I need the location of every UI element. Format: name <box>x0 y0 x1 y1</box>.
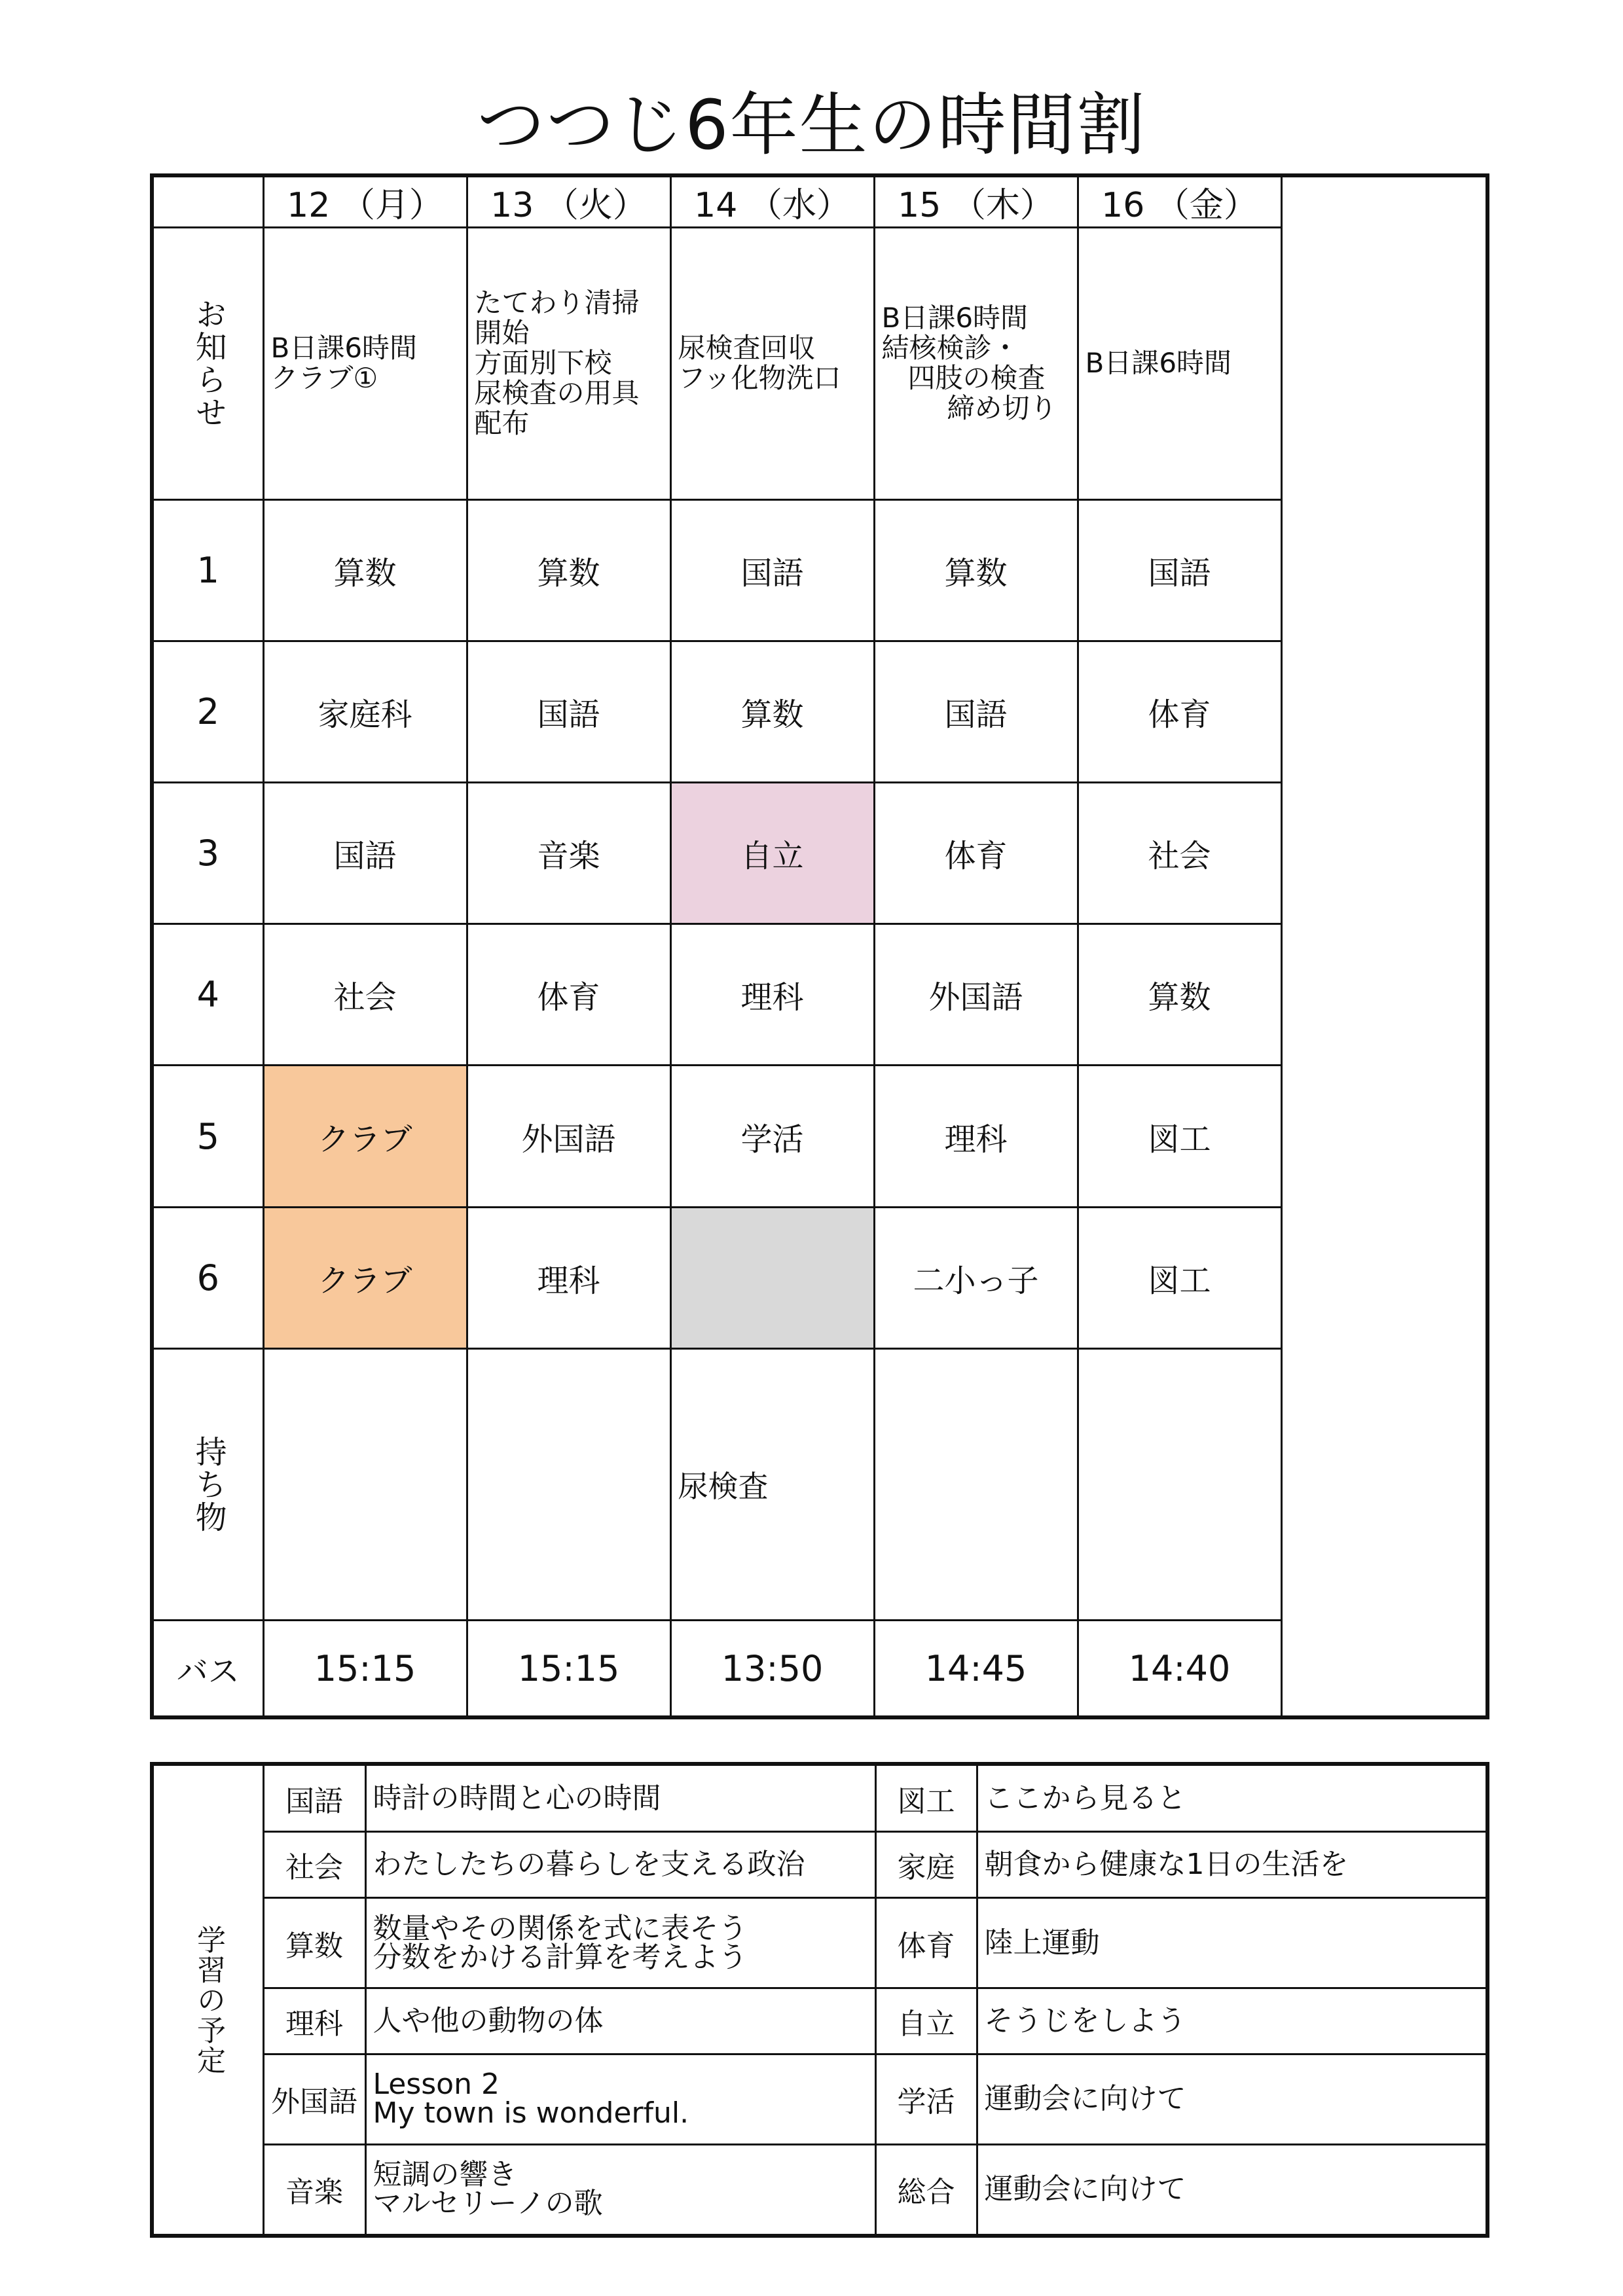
class-cell: 社会 <box>1078 782 1281 924</box>
plan-topic: 陸上運動 <box>977 1898 1487 1988</box>
items-cell <box>263 1348 467 1620</box>
notice-cell: B日課6時間 <box>1078 228 1281 499</box>
plan-row <box>152 1898 1487 1988</box>
plan-subject: 社会 <box>263 1832 365 1898</box>
notice-cell: 尿検査回収 フッ化物洗口 <box>670 228 874 499</box>
bus-time: 14:45 <box>874 1621 1078 1717</box>
page-title: つつじ6年生の時間割 <box>477 85 1146 165</box>
class-cell: 理科 <box>874 1066 1078 1207</box>
class-cell: 算数 <box>263 499 467 641</box>
bus-time: 13:50 <box>670 1621 874 1717</box>
notice-label: お知らせ <box>152 228 263 499</box>
plan-topic: 数量やその関係を式に表そう 分数をかける計算を考えよう <box>365 1898 875 1988</box>
period-number: 4 <box>152 924 263 1066</box>
day-header: 12 （月） <box>263 175 467 228</box>
class-cell-club: クラブ <box>263 1066 467 1207</box>
items-cell: 尿検査 <box>670 1348 874 1620</box>
corner-cell <box>152 175 263 228</box>
bus-time: 14:40 <box>1078 1621 1281 1717</box>
day-header: 13 （火） <box>467 175 670 228</box>
plan-topic: 人や他の動物の体 <box>365 1988 875 2054</box>
class-cell: 国語 <box>263 782 467 924</box>
bus-time: 15:15 <box>263 1621 467 1717</box>
plan-subject: 家庭 <box>875 1832 977 1898</box>
plan-subject: 音楽 <box>263 2144 365 2236</box>
items-cell <box>874 1348 1078 1620</box>
class-cell: 二小っ子 <box>874 1207 1078 1348</box>
class-cell: 体育 <box>1078 641 1281 782</box>
class-cell-empty <box>670 1207 874 1348</box>
class-cell: 体育 <box>874 782 1078 924</box>
day-header: 14 （水） <box>670 175 874 228</box>
class-cell: 外国語 <box>874 924 1078 1066</box>
period-number: 2 <box>152 641 263 782</box>
class-cell: 理科 <box>670 924 874 1066</box>
period-number: 5 <box>152 1066 263 1207</box>
plan-subject: 外国語 <box>263 2054 365 2145</box>
plan-topic: わたしたちの暮らしを支える政治 <box>365 1832 875 1898</box>
items-cell <box>1078 1348 1281 1620</box>
plan-subject: 国語 <box>263 1764 365 1832</box>
class-cell-club: クラブ <box>263 1207 467 1348</box>
class-cell: 算数 <box>1078 924 1281 1066</box>
plan-topic: 運動会に向けて <box>977 2144 1487 2236</box>
plan-row <box>152 2144 1487 2236</box>
class-cell: 理科 <box>467 1207 670 1348</box>
plan-topic: 朝食から健康な1日の生活を <box>977 1832 1487 1898</box>
day-header-row <box>152 175 1487 228</box>
class-cell: 算数 <box>670 641 874 782</box>
class-cell: 国語 <box>467 641 670 782</box>
study-plan-table <box>150 1762 1489 2238</box>
plan-row <box>152 1764 1487 1832</box>
class-cell: 算数 <box>467 499 670 641</box>
day-header: 15 （木） <box>874 175 1078 228</box>
blank-column <box>1281 175 1487 1717</box>
notice-cell: B日課6時間 結核検診・ 四肢の検査 締め切り <box>874 228 1078 499</box>
plan-topic: ここから見ると <box>977 1764 1487 1832</box>
notice-cell: たてわり清掃 開始 方面別下校 尿検査の用具 配布 <box>467 228 670 499</box>
plan-topic: 運動会に向けて <box>977 2054 1487 2145</box>
class-cell: 国語 <box>670 499 874 641</box>
plan-topic: Lesson 2 My town is wonderful. <box>365 2054 875 2145</box>
period-number: 3 <box>152 782 263 924</box>
class-cell-jiritsu: 自立 <box>670 782 874 924</box>
class-cell: 国語 <box>1078 499 1281 641</box>
plan-subject: 図工 <box>875 1764 977 1832</box>
bus-label: バス <box>152 1621 263 1717</box>
plan-topic: 時計の時間と心の時間 <box>365 1764 875 1832</box>
class-cell: 図工 <box>1078 1207 1281 1348</box>
plan-subject: 算数 <box>263 1898 365 1988</box>
plan-subject: 自立 <box>875 1988 977 2054</box>
plan-label: 学習の予定 <box>152 1764 263 2236</box>
class-cell: 算数 <box>874 499 1078 641</box>
plan-topic: そうじをしよう <box>977 1988 1487 2054</box>
notice-cell: B日課6時間 クラブ① <box>263 228 467 499</box>
bus-time: 15:15 <box>467 1621 670 1717</box>
period-number: 1 <box>152 499 263 641</box>
timetable <box>150 173 1489 1719</box>
items-label: 持ち物 <box>152 1348 263 1620</box>
class-cell: 体育 <box>467 924 670 1066</box>
class-cell: 国語 <box>874 641 1078 782</box>
class-cell: 外国語 <box>467 1066 670 1207</box>
items-cell <box>467 1348 670 1620</box>
plan-row <box>152 1988 1487 2054</box>
plan-subject: 総合 <box>875 2144 977 2236</box>
plan-subject: 体育 <box>875 1898 977 1988</box>
class-cell: 図工 <box>1078 1066 1281 1207</box>
plan-subject: 理科 <box>263 1988 365 2054</box>
day-header: 16 （金） <box>1078 175 1281 228</box>
period-number: 6 <box>152 1207 263 1348</box>
plan-subject: 学活 <box>875 2054 977 2145</box>
class-cell: 家庭科 <box>263 641 467 782</box>
plan-row <box>152 2054 1487 2145</box>
class-cell: 学活 <box>670 1066 874 1207</box>
class-cell: 社会 <box>263 924 467 1066</box>
plan-topic: 短調の響き マルセリーノの歌 <box>365 2144 875 2236</box>
class-cell: 音楽 <box>467 782 670 924</box>
plan-row <box>152 1832 1487 1898</box>
